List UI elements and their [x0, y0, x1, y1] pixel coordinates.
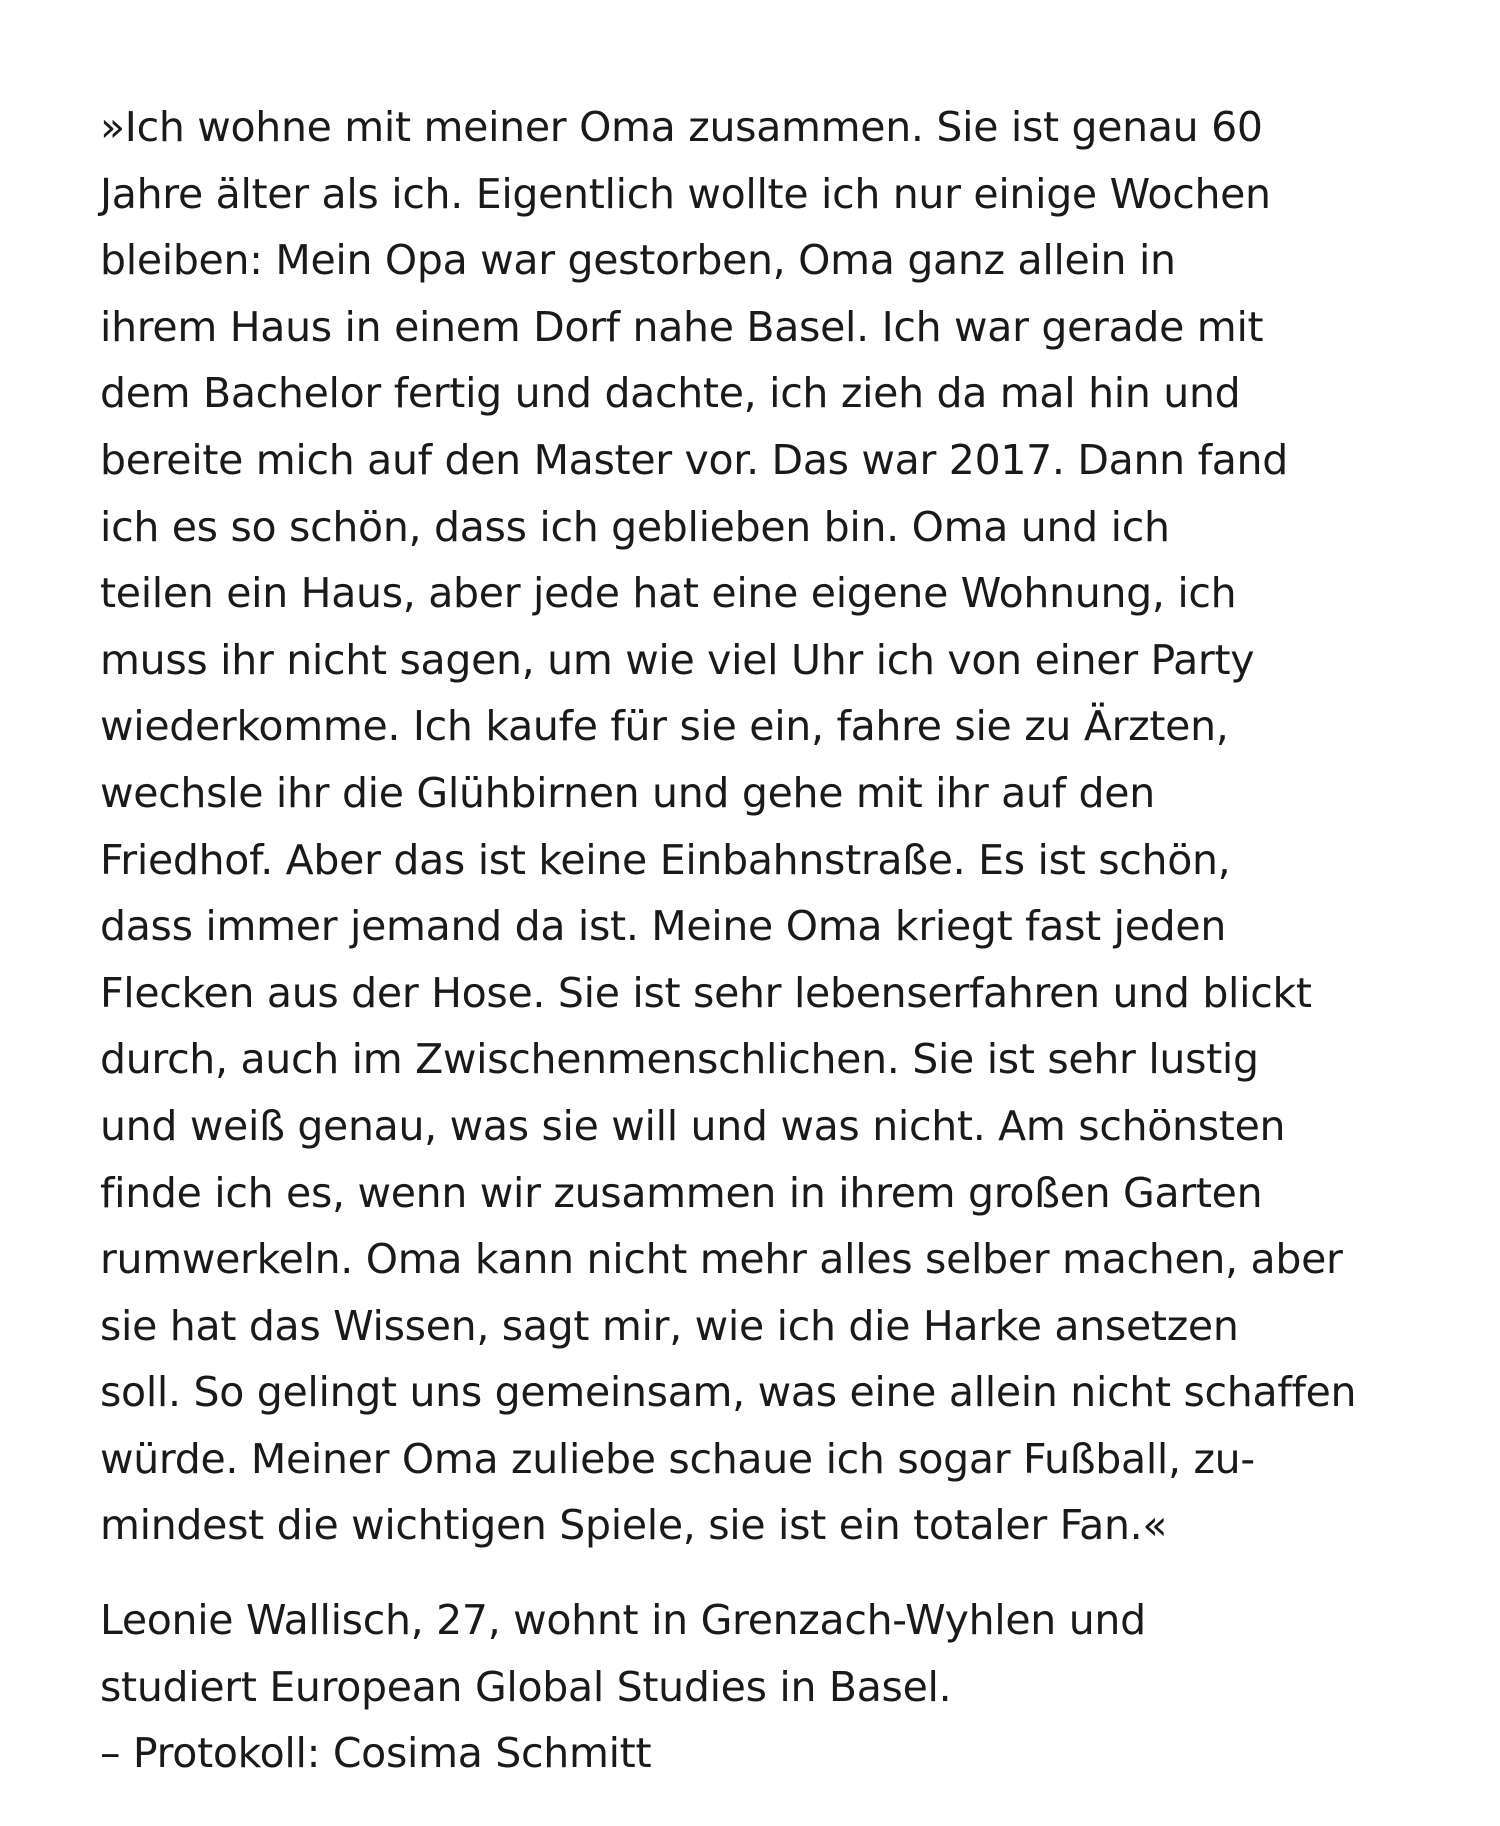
quote-paragraph — [100, 94, 1430, 1559]
author-caption — [100, 1587, 1430, 1787]
quote-line: ihrem Haus in einem Dorf nahe Basel. Ich war gerade mit — [100, 302, 1264, 351]
article-page — [100, 94, 1430, 1787]
quote-line: und weiß genau, was sie will und was nicht. Am schönsten — [100, 1101, 1286, 1150]
quote-line: wiederkomme. Ich kaufe für sie ein, fahre sie zu Ärzten, — [100, 702, 1229, 751]
caption-line: studiert European Global Studies in Basel. — [100, 1662, 952, 1711]
caption-line: Leonie Wallisch, 27, wohnt in Grenzach-Wyhlen und — [100, 1596, 1146, 1645]
quote-line: sie hat das Wissen, sagt mir, wie ich die Harke ansetzen — [100, 1301, 1239, 1350]
quote-line: finde ich es, wenn wir zusammen in ihrem großen Garten — [100, 1168, 1263, 1217]
quote-line: muss ihr nicht sagen, um wie viel Uhr ich von einer Party — [100, 635, 1255, 684]
quote-line: bereite mich auf den Master vor. Das war 2017. Dann fand — [100, 435, 1288, 484]
quote-line: dass immer jemand da ist. Meine Oma kriegt fast jeden — [100, 902, 1227, 951]
paragraph-gap — [100, 1559, 1430, 1587]
quote-line: Friedhof. Aber das ist keine Einbahnstraße. Es ist schön, — [100, 835, 1231, 884]
quote-line: ich es so schön, dass ich geblieben bin. Oma und ich — [100, 502, 1170, 551]
quote-line: mindest die wichtigen Spiele, sie ist ein totaler Fan.« — [100, 1501, 1168, 1550]
quote-line: Jahre älter als ich. Eigentlich wollte ich nur einige Wochen — [100, 169, 1271, 218]
quote-line: würde. Meiner Oma zuliebe schaue ich sogar Fußball, zu- — [100, 1434, 1255, 1483]
protocol-credit: – Protokoll: Cosima Schmitt — [100, 1729, 652, 1778]
quote-line: teilen ein Haus, aber jede hat eine eigene Wohnung, ich — [100, 569, 1237, 618]
quote-line: Flecken aus der Hose. Sie ist sehr lebenserfahren und blickt — [100, 968, 1312, 1017]
quote-line: wechsle ihr die Glühbirnen und gehe mit ihr auf den — [100, 768, 1155, 817]
quote-line: dem Bachelor fertig und dachte, ich zieh da mal hin und — [100, 369, 1241, 418]
quote-line: rumwerkeln. Oma kann nicht mehr alles selber machen, aber — [100, 1235, 1343, 1284]
quote-line: »Ich wohne mit meiner Oma zusammen. Sie ist genau 60 — [100, 103, 1263, 151]
quote-line: bleiben: Mein Opa war gestorben, Oma ganz allein in — [100, 236, 1176, 285]
quote-line: durch, auch im Zwischenmenschlichen. Sie ist sehr lustig — [100, 1035, 1259, 1084]
quote-line: soll. So gelingt uns gemeinsam, was eine allein nicht schaffen — [100, 1368, 1357, 1417]
